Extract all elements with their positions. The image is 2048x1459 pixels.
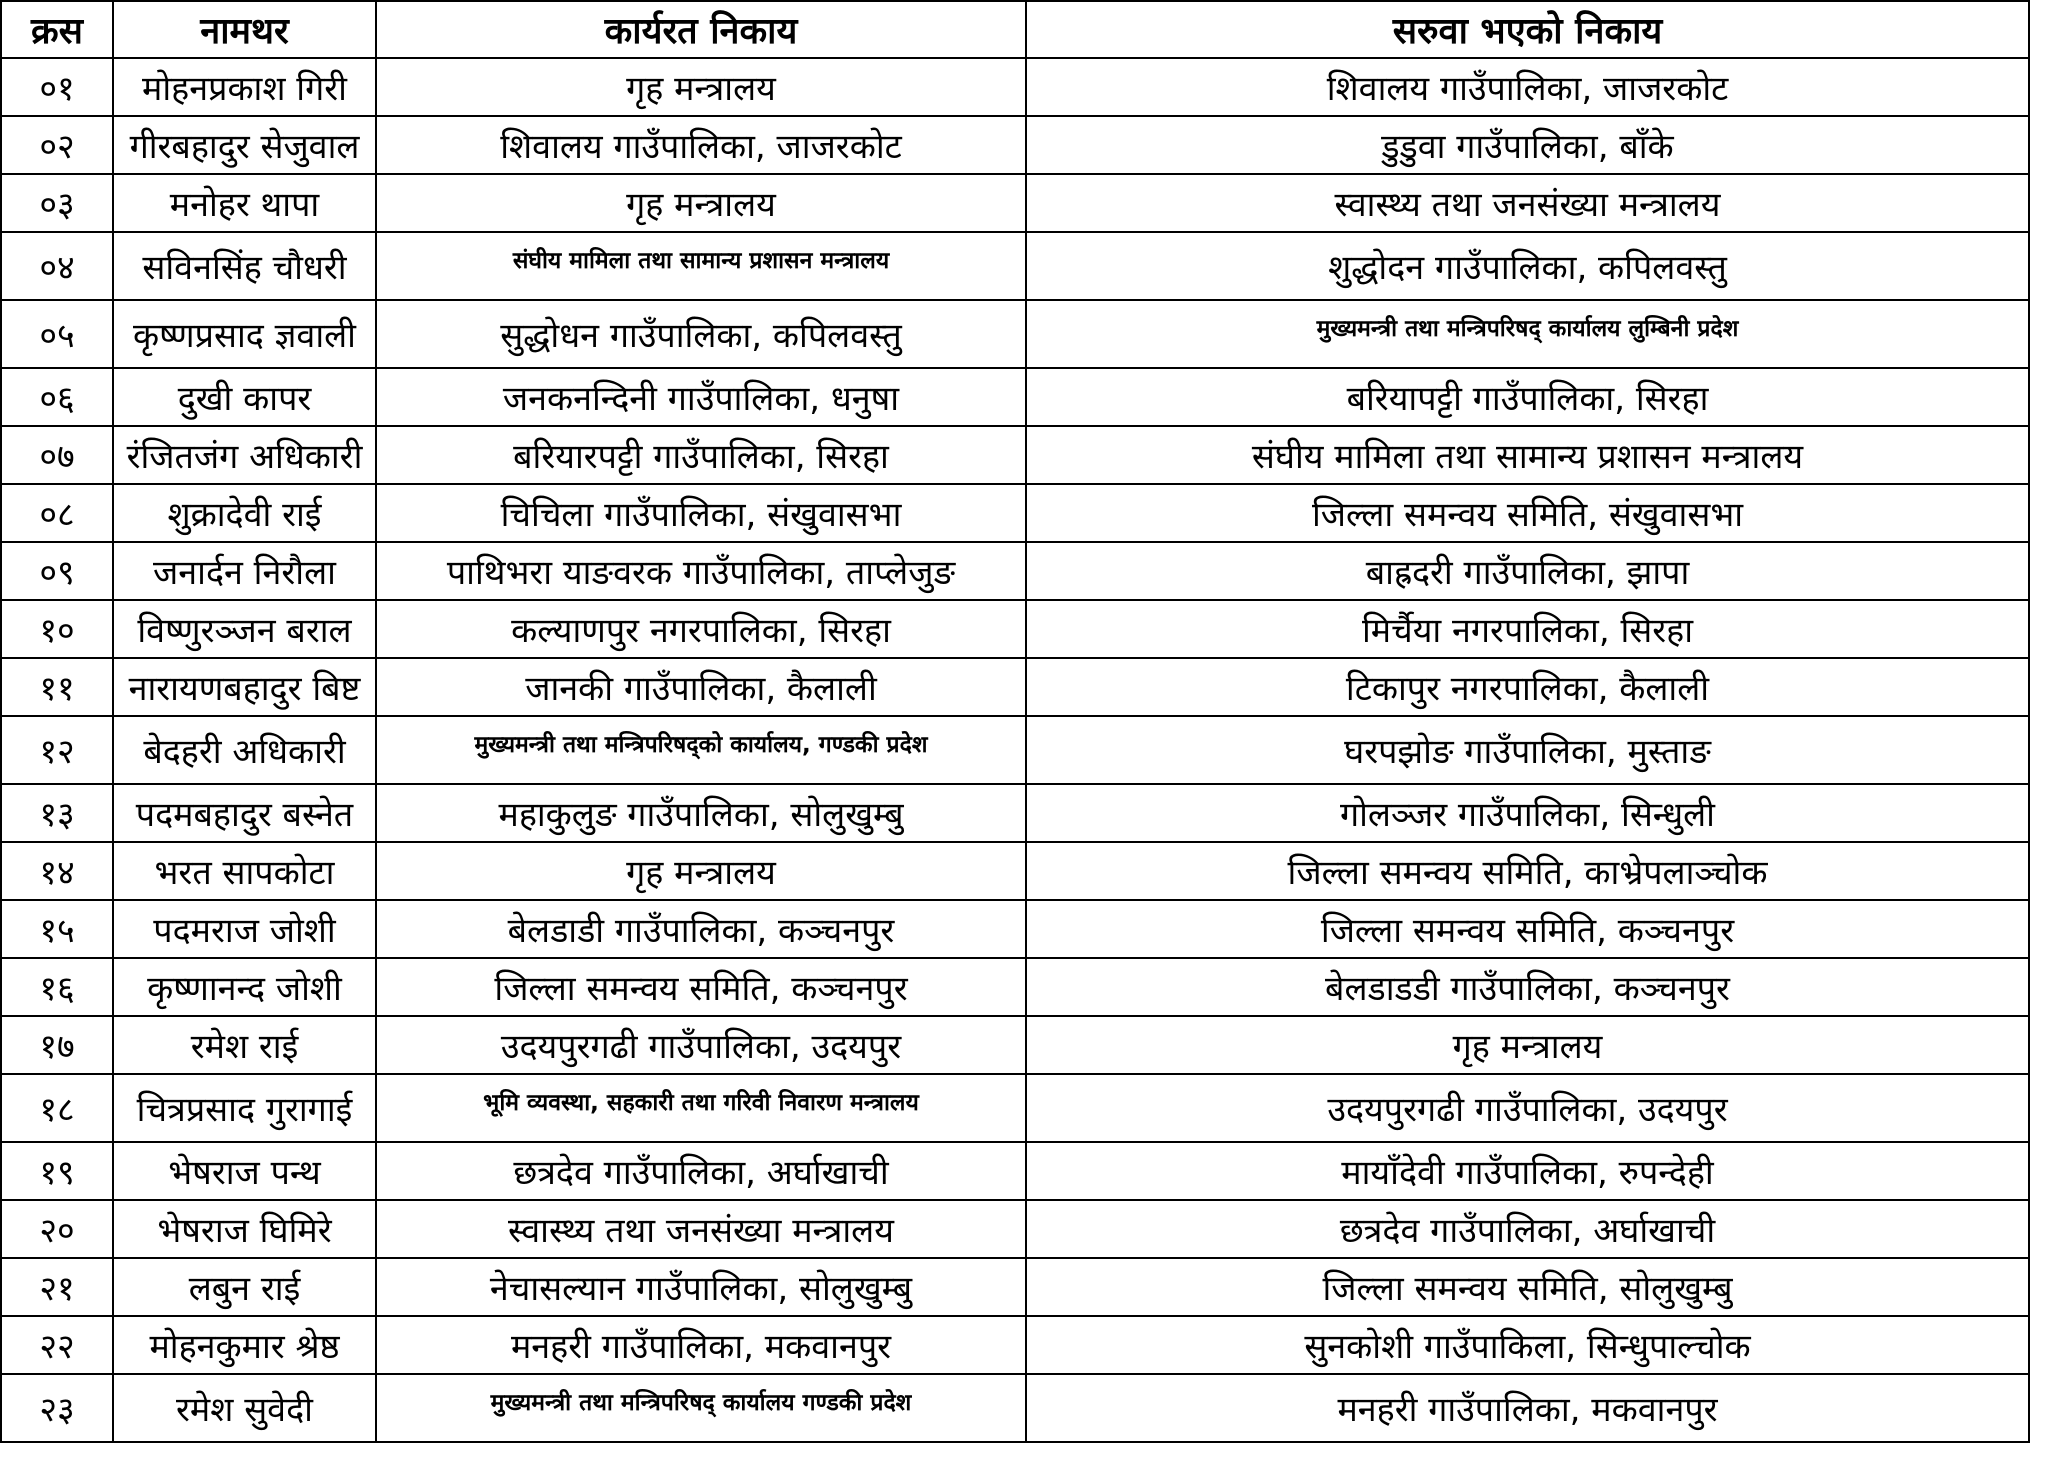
table-row — [1, 232, 2029, 300]
cell-name: जनार्दन निरौला — [113, 542, 376, 600]
cell-transferred-office: मुख्यमन्त्री तथा मन्त्रिपरिषद् कार्यालय लुम्बिनी प्रदेश — [1026, 300, 2029, 368]
cell-serial: ०८ — [1, 484, 113, 542]
cell-serial: १४ — [1, 842, 113, 900]
table-row — [1, 1142, 2029, 1200]
table-row — [1, 116, 2029, 174]
table-row — [1, 174, 2029, 232]
header-row — [1, 1, 2029, 58]
cell-transferred-office: सुनकोशी गाउँपाकिला, सिन्धुपाल्चोक — [1026, 1316, 2029, 1374]
table-row — [1, 1374, 2029, 1442]
table-body — [1, 58, 2029, 1442]
table-row — [1, 1258, 2029, 1316]
cell-name: रमेश सुवेदी — [113, 1374, 376, 1442]
cell-name: बेदहरी अधिकारी — [113, 716, 376, 784]
table-row — [1, 368, 2029, 426]
cell-current-office: गृह मन्त्रालय — [376, 58, 1026, 116]
cell-name: सविनसिंह चौधरी — [113, 232, 376, 300]
cell-transferred-office: जिल्ला समन्वय समिति, सोलुखुम्बु — [1026, 1258, 2029, 1316]
cell-name: गीरबहादुर सेजुवाल — [113, 116, 376, 174]
header-serial: क्रस — [1, 1, 113, 58]
cell-current-office: शिवालय गाउँपालिका, जाजरकोट — [376, 116, 1026, 174]
table-row — [1, 658, 2029, 716]
cell-transferred-office: जिल्ला समन्वय समिति, कञ्चनपुर — [1026, 900, 2029, 958]
cell-name: भेषराज घिमिरे — [113, 1200, 376, 1258]
cell-name: लबुन राई — [113, 1258, 376, 1316]
table-row — [1, 484, 2029, 542]
table-row — [1, 1200, 2029, 1258]
cell-name: पदमबहादुर बस्नेत — [113, 784, 376, 842]
cell-current-office: उदयपुरगढी गाउँपालिका, उदयपुर — [376, 1016, 1026, 1074]
cell-transferred-office: बरियापट्टी गाउँपालिका, सिरहा — [1026, 368, 2029, 426]
cell-serial: ०६ — [1, 368, 113, 426]
cell-name: मोहनप्रकाश गिरी — [113, 58, 376, 116]
cell-serial: २३ — [1, 1374, 113, 1442]
cell-current-office: चिचिला गाउँपालिका, संखुवासभा — [376, 484, 1026, 542]
cell-transferred-office: जिल्ला समन्वय समिति, संखुवासभा — [1026, 484, 2029, 542]
cell-current-office: सुद्धोधन गाउँपालिका, कपिलवस्तु — [376, 300, 1026, 368]
cell-current-office: कल्याणपुर नगरपालिका, सिरहा — [376, 600, 1026, 658]
cell-serial: ०४ — [1, 232, 113, 300]
cell-serial: ०३ — [1, 174, 113, 232]
cell-name: रंजितजंग अधिकारी — [113, 426, 376, 484]
cell-name: कृष्णप्रसाद ज्ञवाली — [113, 300, 376, 368]
cell-current-office: गृह मन्त्रालय — [376, 842, 1026, 900]
table-row — [1, 426, 2029, 484]
table-row — [1, 542, 2029, 600]
table-row — [1, 784, 2029, 842]
cell-current-office: बेलडाडी गाउँपालिका, कञ्चनपुर — [376, 900, 1026, 958]
table-row — [1, 1316, 2029, 1374]
cell-transferred-office: स्वास्थ्य तथा जनसंख्या मन्त्रालय — [1026, 174, 2029, 232]
cell-transferred-office: मायाँदेवी गाउँपालिका, रुपन्देही — [1026, 1142, 2029, 1200]
cell-transferred-office: जिल्ला समन्वय समिति, काभ्रेपलाञ्चोक — [1026, 842, 2029, 900]
header-transferred-office: सरुवा भएको निकाय — [1026, 1, 2029, 58]
cell-current-office: जिल्ला समन्वय समिति, कञ्चनपुर — [376, 958, 1026, 1016]
table-row — [1, 1016, 2029, 1074]
cell-serial: ०२ — [1, 116, 113, 174]
cell-transferred-office: मनहरी गाउँपालिका, मकवानपुर — [1026, 1374, 2029, 1442]
cell-current-office: मनहरी गाउँपालिका, मकवानपुर — [376, 1316, 1026, 1374]
cell-current-office: जनकनन्दिनी गाउँपालिका, धनुषा — [376, 368, 1026, 426]
table-header — [1, 1, 2029, 58]
table-row — [1, 300, 2029, 368]
cell-current-office: संघीय मामिला तथा सामान्य प्रशासन मन्त्रालय — [376, 232, 1026, 300]
cell-current-office: नेचासल्यान गाउँपालिका, सोलुखुम्बु — [376, 1258, 1026, 1316]
cell-name: भेषराज पन्थ — [113, 1142, 376, 1200]
cell-name: मोहनकुमार श्रेष्ठ — [113, 1316, 376, 1374]
cell-transferred-office: बाह्रदरी गाउँपालिका, झापा — [1026, 542, 2029, 600]
cell-name: कृष्णानन्द जोशी — [113, 958, 376, 1016]
cell-transferred-office: मिर्चैया नगरपालिका, सिरहा — [1026, 600, 2029, 658]
cell-serial: १८ — [1, 1074, 113, 1142]
cell-transferred-office: बेलडाडडी गाउँपालिका, कञ्चनपुर — [1026, 958, 2029, 1016]
cell-serial: ०१ — [1, 58, 113, 116]
table-row — [1, 842, 2029, 900]
cell-current-office: मुख्यमन्त्री तथा मन्त्रिपरिषद्को कार्यालय, गण्डकी प्रदेश — [376, 716, 1026, 784]
cell-serial: १७ — [1, 1016, 113, 1074]
cell-transferred-office: संघीय मामिला तथा सामान्य प्रशासन मन्त्रालय — [1026, 426, 2029, 484]
cell-transferred-office: शिवालय गाउँपालिका, जाजरकोट — [1026, 58, 2029, 116]
table-row — [1, 716, 2029, 784]
cell-serial: १२ — [1, 716, 113, 784]
cell-serial: २१ — [1, 1258, 113, 1316]
cell-serial: १९ — [1, 1142, 113, 1200]
cell-name: भरत सापकोटा — [113, 842, 376, 900]
header-name: नामथर — [113, 1, 376, 58]
cell-current-office: मुख्यमन्त्री तथा मन्त्रिपरिषद् कार्यालय गण्डकी प्रदेश — [376, 1374, 1026, 1442]
cell-name: रमेश राई — [113, 1016, 376, 1074]
cell-transferred-office: शुद्धोदन गाउँपालिका, कपिलवस्तु — [1026, 232, 2029, 300]
table-row — [1, 600, 2029, 658]
cell-serial: ०७ — [1, 426, 113, 484]
cell-serial: १३ — [1, 784, 113, 842]
table-row — [1, 1074, 2029, 1142]
cell-name: पदमराज जोशी — [113, 900, 376, 958]
cell-current-office: गृह मन्त्रालय — [376, 174, 1026, 232]
cell-serial: १५ — [1, 900, 113, 958]
cell-serial: २० — [1, 1200, 113, 1258]
cell-serial: ११ — [1, 658, 113, 716]
cell-transferred-office: गृह मन्त्रालय — [1026, 1016, 2029, 1074]
cell-transferred-office: घरपझोङ गाउँपालिका, मुस्ताङ — [1026, 716, 2029, 784]
cell-current-office: जानकी गाउँपालिका, कैलाली — [376, 658, 1026, 716]
cell-name: शुक्रादेवी राई — [113, 484, 376, 542]
cell-current-office: बरियारपट्टी गाउँपालिका, सिरहा — [376, 426, 1026, 484]
cell-current-office: छत्रदेव गाउँपालिका, अर्घाखाची — [376, 1142, 1026, 1200]
cell-transferred-office: डुडुवा गाउँपालिका, बाँके — [1026, 116, 2029, 174]
cell-name: मनोहर थापा — [113, 174, 376, 232]
table-row — [1, 58, 2029, 116]
cell-name: नारायणबहादुर बिष्ट — [113, 658, 376, 716]
cell-serial: ०५ — [1, 300, 113, 368]
cell-current-office: पाथिभरा याङवरक गाउँपालिका, ताप्लेजुङ — [376, 542, 1026, 600]
cell-current-office: भूमि व्यवस्था, सहकारी तथा गरिवी निवारण मन्त्रालय — [376, 1074, 1026, 1142]
cell-transferred-office: गोलञ्जर गाउँपालिका, सिन्धुली — [1026, 784, 2029, 842]
cell-transferred-office: टिकापुर नगरपालिका, कैलाली — [1026, 658, 2029, 716]
header-current-office: कार्यरत निकाय — [376, 1, 1026, 58]
table-row — [1, 958, 2029, 1016]
cell-serial: ०९ — [1, 542, 113, 600]
cell-current-office: महाकुलुङ गाउँपालिका, सोलुखुम्बु — [376, 784, 1026, 842]
cell-current-office: स्वास्थ्य तथा जनसंख्या मन्त्रालय — [376, 1200, 1026, 1258]
cell-name: दुखी कापर — [113, 368, 376, 426]
cell-serial: १६ — [1, 958, 113, 1016]
cell-transferred-office: उदयपुरगढी गाउँपालिका, उदयपुर — [1026, 1074, 2029, 1142]
cell-name: विष्णुरञ्जन बराल — [113, 600, 376, 658]
table-row — [1, 900, 2029, 958]
cell-name: चित्रप्रसाद गुरागाई — [113, 1074, 376, 1142]
cell-transferred-office: छत्रदेव गाउँपालिका, अर्घाखाची — [1026, 1200, 2029, 1258]
cell-serial: १० — [1, 600, 113, 658]
cell-serial: २२ — [1, 1316, 113, 1374]
